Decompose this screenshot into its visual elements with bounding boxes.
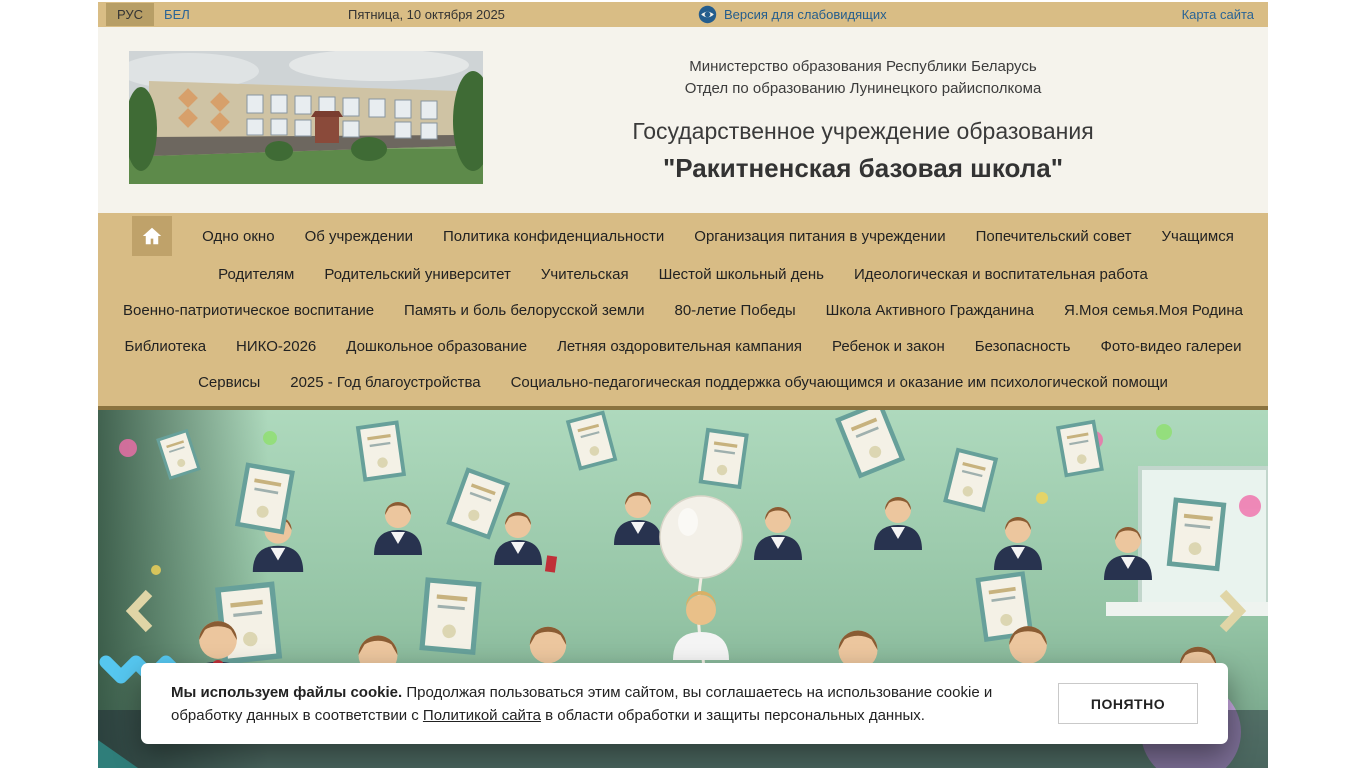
nav-row-2 — [126, 256, 1240, 292]
nav-item[interactable]: Политика конфиденциальности — [443, 227, 665, 245]
site-policy-link[interactable]: Политикой сайта — [422, 706, 541, 724]
nav-item[interactable]: Память и боль белорусской земли — [404, 301, 645, 319]
photo-carousel — [98, 410, 1268, 768]
nav-row-5 — [126, 364, 1240, 400]
nav-item[interactable]: Летняя оздоровительная кампания — [557, 337, 803, 355]
carousel-prev-button[interactable] — [124, 588, 154, 634]
nav-item[interactable]: Идеологическая и воспитательная работа — [853, 265, 1148, 283]
main-navigation — [98, 213, 1268, 410]
nav-item[interactable]: 80-летие Победы — [674, 301, 796, 319]
nav-item[interactable]: Шестой школьный день — [658, 265, 824, 283]
site-header — [98, 27, 1268, 213]
lang-bel-link[interactable]: БЕЛ — [164, 7, 190, 22]
nav-item[interactable]: 2025 - Год благоустройства — [290, 373, 481, 391]
nav-item[interactable]: Военно-патриотическое воспитание — [123, 301, 375, 319]
nav-item[interactable]: Фото-видео галереи — [1100, 337, 1242, 355]
nav-item[interactable]: Попечительский совет — [975, 227, 1132, 245]
nav-row-4 — [126, 328, 1240, 364]
cookie-banner — [141, 663, 1228, 744]
cookie-message — [171, 681, 1019, 727]
school-name: "Ракитненская базовая школа" — [662, 153, 1064, 183]
nav-item[interactable]: Я.Моя семья.Моя Родина — [1064, 301, 1243, 319]
home-button[interactable] — [132, 216, 172, 256]
school-building-photo — [129, 51, 483, 184]
top-bar — [98, 2, 1268, 27]
nav-item[interactable]: Дошкольное образование — [346, 337, 528, 355]
nav-item[interactable]: НИКО-2026 — [236, 337, 317, 355]
chevron-left-icon — [125, 588, 153, 634]
chevron-right-icon — [1219, 588, 1247, 634]
accessibility-version-link[interactable] — [698, 2, 887, 27]
organization-type: Государственное учреждение образования — [632, 118, 1094, 144]
nav-item[interactable]: Социально-педагогическая поддержка обучающимся и оказание им психологической помощи — [510, 373, 1168, 391]
cookie-message-bold: Мы используем файлы cookie. — [171, 683, 403, 701]
accessibility-version-label: Версия для слабовидящих — [724, 7, 887, 22]
nav-item[interactable]: Учащимся — [1161, 227, 1234, 245]
sitemap-link[interactable]: Карта сайта — [1181, 7, 1254, 22]
ministry-line-2: Отдел по образованию Лунинецкого райисполкома — [684, 80, 1042, 97]
nav-item[interactable]: Библиотека — [124, 337, 207, 355]
header-text — [468, 27, 1258, 184]
nav-item[interactable]: Родительский университет — [324, 265, 511, 283]
page — [98, 2, 1268, 768]
nav-item[interactable]: Организация питания в учреждении — [694, 227, 946, 245]
carousel-next-button[interactable] — [1218, 588, 1248, 634]
cookie-message-after-link: в области обработки и защиты персональных данных. — [545, 706, 925, 724]
nav-item[interactable]: Безопасность — [974, 337, 1071, 355]
cookie-accept-button[interactable]: ПОНЯТНО — [1058, 683, 1198, 724]
nav-item[interactable]: Родителям — [218, 265, 295, 283]
current-date: Пятница, 10 октября 2025 — [348, 7, 505, 22]
nav-row-1 — [126, 216, 1240, 256]
language-switcher — [106, 2, 190, 27]
ministry-line-1: Министерство образования Республики Беларусь — [689, 58, 1037, 75]
cookie-message-before-link: Продолжая пользоваться этим сайтом, вы соглашаетесь на использование cookie и обработку данных в соответствии с — [171, 683, 993, 724]
nav-item[interactable]: Сервисы — [198, 373, 261, 391]
lang-rus-button[interactable]: РУС — [106, 3, 154, 26]
nav-row-3 — [123, 292, 1243, 328]
nav-item[interactable]: Школа Активного Гражданина — [825, 301, 1035, 319]
nav-item[interactable]: Одно окно — [202, 227, 275, 245]
nav-item[interactable]: Ребенок и закон — [832, 337, 945, 355]
nav-item[interactable]: Учительская — [540, 265, 629, 283]
eye-icon — [698, 5, 717, 24]
home-icon — [141, 225, 163, 247]
nav-item[interactable]: Об учреждении — [304, 227, 413, 245]
